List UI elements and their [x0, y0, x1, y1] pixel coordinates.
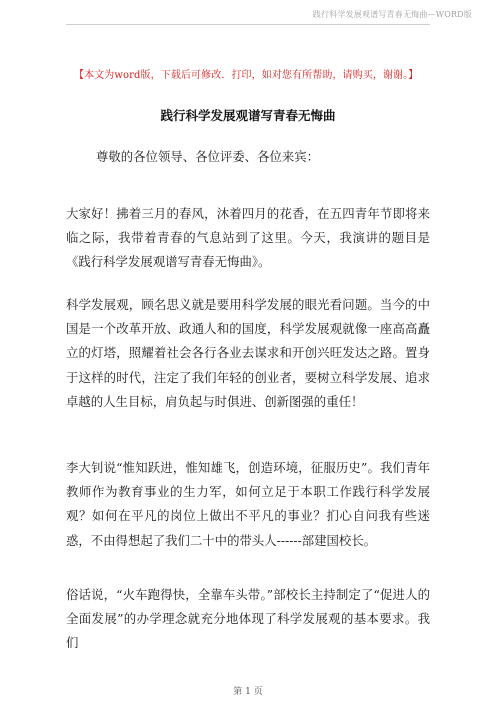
paragraph-scientific-outlook [66, 293, 430, 414]
running-header: 践行科学发展观谱写青春无悔曲—WORD版 [312, 10, 472, 19]
paragraph-text: 李大钊说“惟知跃进，惟知雄飞，创造环境，征服历史”。我们青年教师作为教育事业的生力军，如何立足于本职工作践行科学发展观？如何在平凡的岗位上做出不平凡的事业？扪心自问我有些迷惑，不由得想起了我们二十中的带头人------部建国校长。 [66, 460, 430, 548]
paragraph-text: 大家好！拂着三月的春风，沐着四月的花香，在五四青年节即将来临之际，我带着青春的气息站到了这里。今天，我演讲的题目是《践行科学发展观谱写青春无悔曲》。 [66, 206, 430, 270]
paragraph-text: 俗话说，“火车跑得快，全靠车头带。”部校长主持制定了“促进人的全面发展”的办学理念就充分地体现了科学发展观的基本要求。我们 [66, 587, 430, 651]
paragraph-greeting [66, 202, 430, 275]
paragraph-text: 科学发展观，顾名思义就是要用科学发展的眼光看问题。当今的中国是一个改革开放、政通人和的国度，科学发展观就像一座高高矗立的灯塔，照耀着社会各行各业去谋求和开创兴旺发达之路。置身于这样的时代，注定了我们年轻的创业者，要树立科学发展、追求卓越的人生目标，肩负起与时俱进、创新图强的重任！ [66, 297, 430, 409]
header-divider [66, 24, 430, 25]
page-number: 第 1 页 [233, 687, 263, 697]
paragraph-li-dazhao-quote [66, 456, 430, 553]
paragraph-proverb [66, 583, 430, 659]
download-notice: 【本文为word版，下载后可修改．打印，如对您有所帮助，请购买，谢谢。】 [74, 70, 419, 81]
document-title: 践行科学发展观谱写青春无悔曲 [160, 108, 336, 123]
salutation: 尊敬的各位领导、各位评委、各位来宾： [96, 149, 320, 164]
